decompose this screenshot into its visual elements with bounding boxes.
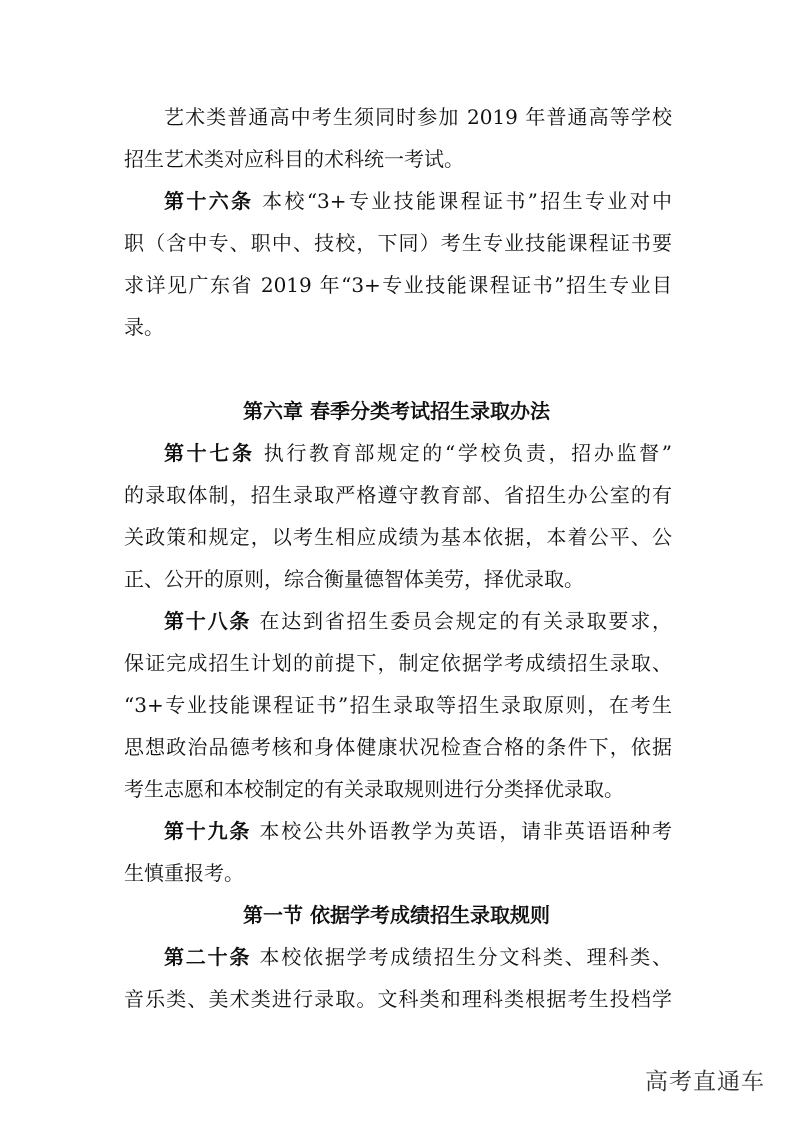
text-line: 的录取体制，招生录取严格遵守教育部、省招生办公室的有 — [124, 483, 672, 507]
text-line: 录。 — [124, 315, 164, 339]
text-line: 求详见广东省 2019 年“3+专业技能课程证书”招生专业目 — [124, 273, 672, 297]
article-17-label: 第十七条 — [164, 441, 255, 465]
text-line: 在达到省招生委员会规定的有关录取要求， — [259, 609, 672, 633]
text-line: 关政策和规定，以考生相应成绩为基本依据，本着公平、公 — [124, 525, 672, 549]
chapter-heading: 第六章 春季分类考试招生录取办法 — [243, 399, 550, 423]
section-heading: 第一节 依据学考成绩招生录取规则 — [243, 903, 550, 927]
text-line: 本校依据学考成绩招生分文科类、理科类、 — [259, 945, 672, 969]
text-line: “3+专业技能课程证书”招生录取等招生录取原则，在考生 — [124, 693, 672, 717]
text-line: 正、公开的原则，综合衡量德智体美劳，择优录取。 — [124, 567, 584, 591]
text-line: 生慎重报考。 — [124, 861, 244, 885]
article-16-label: 第十六条 — [164, 189, 254, 213]
text-line: 艺术类普通高中考生须同时参加 2019 年普通高等学校 — [164, 105, 672, 129]
text-line: 考生志愿和本校制定的有关录取规则进行分类择优录取。 — [124, 777, 624, 801]
text-line: 本校公共外语教学为英语，请非英语语种考 — [259, 819, 672, 843]
text-line: 职（含中专、职中、技校，下同）考生专业技能课程证书要 — [124, 231, 672, 255]
text-line: 思想政治品德考核和身体健康状况检查合格的条件下，依据 — [124, 735, 672, 759]
text-line: 执行教育部规定的“学校负责，招办监督” — [263, 441, 672, 465]
article-20-label: 第二十条 — [164, 945, 252, 969]
text-line: 音乐类、美术类进行录取。文科类和理科类根据考生投档学 — [124, 987, 672, 1011]
text-line: 本校“3+专业技能课程证书”招生专业对中 — [262, 189, 672, 213]
article-19-first-line — [164, 817, 672, 845]
article-16-first-line — [164, 187, 672, 215]
text-line: 保证完成招生计划的前提下，制定依据学考成绩招生录取、 — [124, 651, 672, 675]
article-18-first-line — [164, 607, 672, 635]
text-line: 招生艺术类对应科目的术科统一考试。 — [124, 147, 464, 171]
article-18-label: 第十八条 — [164, 609, 252, 633]
article-19-label: 第十九条 — [164, 819, 252, 843]
article-17-first-line — [164, 439, 672, 467]
watermark-text: 高考直通车 — [645, 1069, 765, 1095]
article-20-first-line — [164, 943, 672, 971]
